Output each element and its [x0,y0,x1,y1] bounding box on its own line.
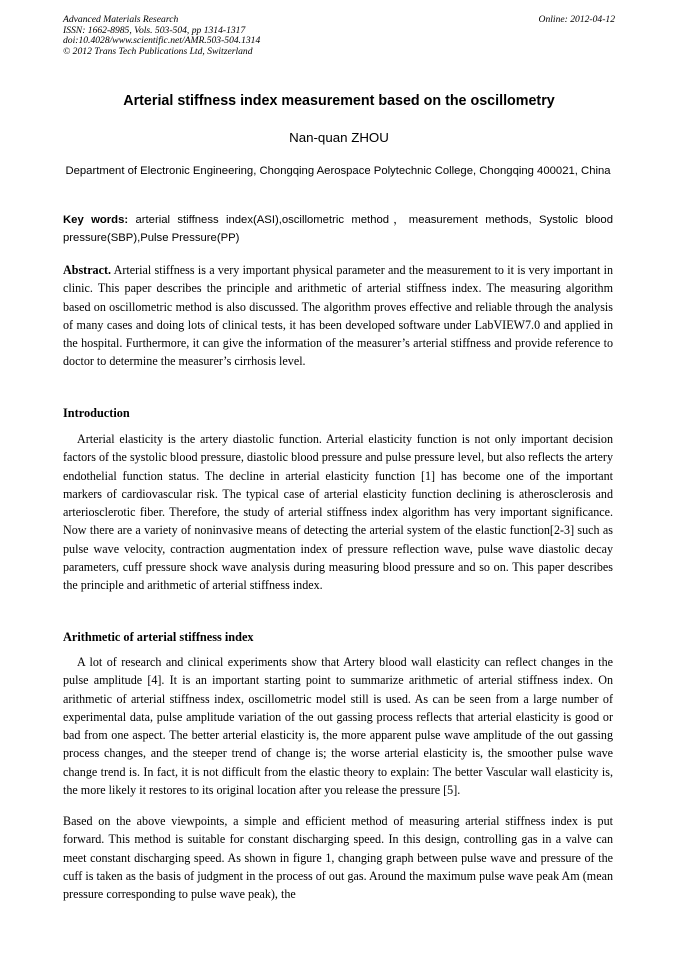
doi-line: doi:10.4028/www.scientific.net/AMR.503-504.1314 [63,35,261,46]
section-heading-arithmetic: Arithmetic of arterial stiffness index [63,630,254,644]
abstract [63,261,613,371]
keywords [63,211,613,247]
introduction-paragraph: Arterial elasticity is the artery diastolic function. Arterial elasticity function is not only important decision factors of the systolic blood pressure, diastolic blood pressure and pulse pressure level, but also reflects the artery endothelial function status. The decline in arterial elasticity function [1] has become one of the important markers of cardiovascular risk. The typical case of arterial elasticity function declining is atherosclerosis and arteriosclerotic fiber. Therefore, the study of arterial stiffness index algorithm has very important significance. Now there are a variety of noninvasive means of detecting the arterial system of the elastic function[2-3] such as pulse wave velocity, contraction augmentation index of pressure reflection wave, pulse wave diastolic decay parameters, cuff pressure shock wave analysis during measuring blood pressure and so on. This paper describes the principle and arithmetic of arterial stiffness index. [63,432,613,593]
author-affiliation: Department of Electronic Engineering, Chongqing Aerospace Polytechnic College, Chongqing 400021, China [65,165,611,177]
publication-header [63,15,615,57]
online-date: Online: 2012-04-12 [538,14,615,25]
abstract-text: Arterial stiffness is a very important physical parameter and the measurement to it is very important in clinic. This paper describes the principle and arithmetic of arterial stiffness index. The measuring algorithm based on oscillometric method is also discussed. The algorithm proves effective and reliable through the analysis of many cases and doing lots of clinical tests, it has been developed software under LabVIEW7.0 and applied in the hospital. Furthermore, it can give the information of the measurer’s arterial stiffness and provide reference to doctor to determine the measurer’s cirrhosis level. [63,263,613,369]
arithmetic-paragraph-1: A lot of research and clinical experiments show that Artery blood wall elasticity can reflect changes in the pulse amplitude [4]. It is an important starting point to summarize arithmetic of arterial stiffness index. On arithmetic of arterial stiffness index, oscillometric model still is used. As can be seen from a large number of experimental data, pulse amplitude variation of the out gassing process reflects that arterial elasticity is good or bad from one aspect. The better arterial elasticity is, the more apparent pulse wave amplitude of the out gassing process changes, and the steeper trend of change is; the worse arterial elasticity is, the smoother pulse wave change trend is. In fact, it is not difficult from the elastic theory to explain: The better Vascular wall elasticity is, the more likely it restores to its original location after you release the pressure [5]. [63,655,613,798]
keywords-label: Key words: [63,214,129,226]
paper-author: Nan-quan ZHOU [289,130,389,145]
abstract-label: Abstract. [63,263,112,277]
journal-name: Advanced Materials Research [63,14,179,25]
copyright-line: © 2012 Trans Tech Publications Ltd, Switzerland [63,45,253,57]
paper-title: Arterial stiffness index measurement based on the oscillometry [123,93,555,109]
issn-line: ISSN: 1662-8985, Vols. 503-504, pp 1314-1317 [63,24,246,36]
keywords-text: arterial stiffness index(ASI),oscillometric method，measurement methods, Systolic blood pressure(SBP),Pulse Pressure(PP) [63,214,613,244]
section-heading-introduction: Introduction [63,406,130,420]
arithmetic-paragraph-2: Based on the above viewpoints, a simple and efficient method of measuring arterial stiffness index is put forward. This method is suitable for constant discharging speed. In this design, controlling gas in a valve can meet constant discharging speed. As shown in figure 1, changing graph between pulse wave and pressure of the cuff is taken as the basis of judgment in the process of out gas. Around the maximum pulse wave peak Am (mean pressure corresponding to pulse wave peak), the [63,814,613,902]
